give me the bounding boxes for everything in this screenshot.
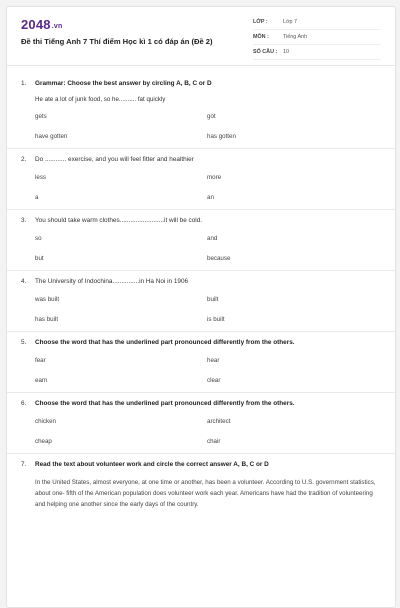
option-grid: [35, 357, 381, 384]
meta-key: MÔN :: [253, 34, 269, 40]
question-text: Do ............ exercise, and you will feel fitter and healthier: [35, 156, 194, 163]
question-text: The University of Indochina...............in Ha Noi in 1906: [35, 278, 189, 285]
question-text: Choose the word that has the underlined part pronounced differently from the others.: [35, 400, 295, 407]
meta-key: SỐ CÂU :: [253, 49, 278, 55]
meta-value: Tiếng Anh: [283, 34, 308, 40]
answer-option[interactable]: have gotten: [35, 133, 68, 140]
question-item: [7, 210, 395, 271]
question-item: [7, 454, 395, 518]
exam-header: [7, 7, 395, 66]
question-number: 5.: [21, 339, 27, 346]
option-grid: [35, 235, 381, 262]
answer-option[interactable]: earn: [35, 377, 48, 384]
exam-sheet: [6, 6, 396, 608]
question-number: 2.: [21, 156, 27, 163]
answer-option[interactable]: so: [35, 235, 42, 242]
option-grid: [35, 174, 381, 201]
exam-meta: [253, 15, 381, 60]
answer-option[interactable]: more: [207, 174, 222, 181]
answer-option[interactable]: clear: [207, 377, 221, 384]
answer-option[interactable]: fear: [35, 357, 46, 364]
question-item: [7, 73, 395, 149]
question-item: [7, 149, 395, 210]
meta-row-subject: [253, 30, 381, 45]
answer-option[interactable]: chicken: [35, 418, 56, 425]
meta-key: LỚP :: [253, 19, 268, 25]
question-item: [7, 393, 395, 454]
option-grid: [35, 418, 381, 445]
option-grid: [35, 296, 381, 323]
answer-option[interactable]: because: [207, 255, 231, 262]
answer-option[interactable]: a: [35, 194, 39, 201]
question-text: Read the text about volunteer work and circle the correct answer A, B, C or D: [35, 461, 269, 468]
meta-value: 10: [283, 49, 289, 55]
question-item: [7, 271, 395, 332]
exam-title: Đề thi Tiếng Anh 7 Thí điểm Học kì 1 có đáp án (Đề 2): [21, 37, 213, 46]
answer-option[interactable]: cheap: [35, 438, 52, 445]
question-number: 4.: [21, 278, 27, 285]
question-text: Grammar: Choose the best answer by circling A, B, C or D: [35, 80, 212, 87]
answer-option[interactable]: gets: [35, 113, 47, 120]
option-grid: [35, 113, 381, 140]
answer-option[interactable]: is built: [207, 316, 225, 323]
question-number: 1.: [21, 80, 27, 87]
answer-option[interactable]: has gotten: [207, 133, 236, 140]
site-logo[interactable]: [21, 17, 62, 32]
reading-passage: In the United States, almost everyone, at one time or another, has been a volunteer. According to U.S. government statistics, about one- fifth of the American population does volunteer work each year. Americans have had the tradition of volunteering and helping one another since the early days of the country.: [35, 479, 376, 508]
question-number: 6.: [21, 400, 27, 407]
answer-option[interactable]: chair: [207, 438, 221, 445]
answer-option[interactable]: less: [35, 174, 47, 181]
answer-option[interactable]: built: [207, 296, 219, 303]
question-text: You should take warm clothes.........................it will be cold.: [35, 217, 203, 224]
meta-row-count: [253, 45, 381, 60]
logo-suffix: .vn: [51, 23, 63, 30]
answer-option[interactable]: was built: [35, 296, 60, 303]
question-text: Choose the word that has the underlined part pronounced differently from the others.: [35, 339, 295, 346]
answer-option[interactable]: hear: [207, 357, 220, 364]
question-item: [7, 332, 395, 393]
answer-option[interactable]: but: [35, 255, 44, 262]
answer-option[interactable]: got: [207, 113, 216, 120]
question-list: [7, 73, 395, 518]
answer-option[interactable]: an: [207, 194, 214, 201]
meta-row-class: [253, 15, 381, 30]
logo-text: 2048: [21, 17, 51, 32]
question-number: 7.: [21, 461, 27, 468]
meta-value: Lớp 7: [283, 19, 298, 25]
question-number: 3.: [21, 217, 27, 224]
question-subtext: He ate a lot of junk food, so he.......... fat quickly: [35, 96, 166, 103]
answer-option[interactable]: architect: [207, 418, 231, 425]
answer-option[interactable]: has built: [35, 316, 59, 323]
answer-option[interactable]: and: [207, 235, 218, 242]
